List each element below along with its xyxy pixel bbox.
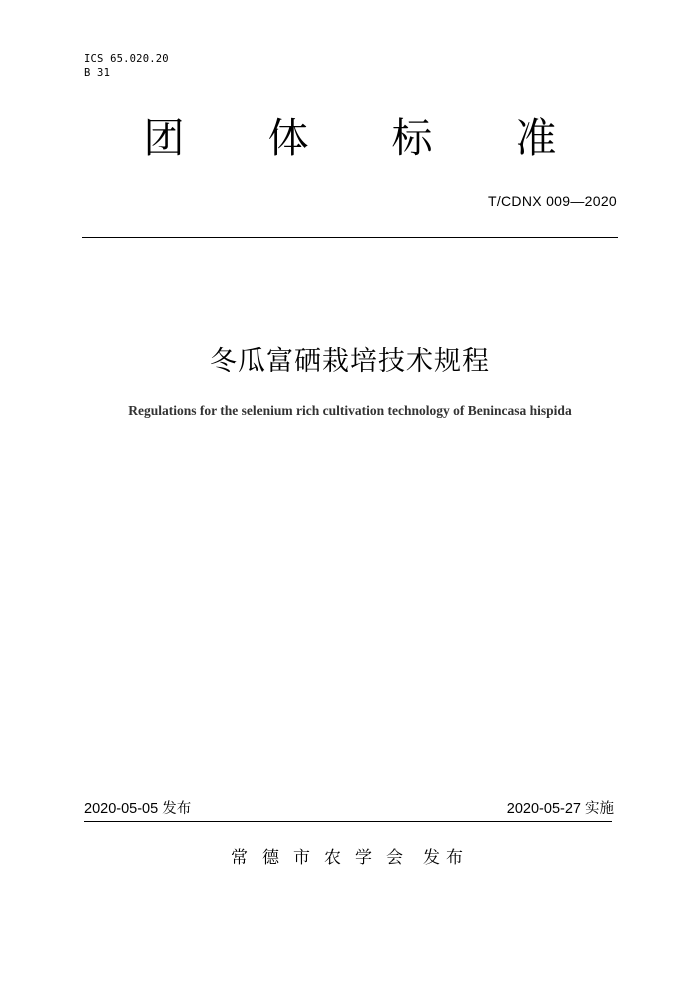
publisher-name: 常德市农学会 [231, 848, 417, 868]
publisher-line [0, 846, 700, 870]
standard-type-char-4: 准 [515, 114, 557, 162]
standard-number: T/CDNX 009—2020 [487, 193, 617, 209]
publisher-verb: 发布 [423, 848, 469, 868]
ics-code: ICS 65.020.20 [84, 53, 169, 65]
issue-date: 2020-05-05 发布 [84, 801, 192, 817]
standard-type-char-2: 体 [267, 114, 309, 162]
standard-type-char-1: 团 [143, 114, 185, 162]
document-title-chinese: 冬瓜富硒栽培技术规程 [210, 346, 490, 377]
bottom-divider [84, 821, 612, 822]
document-title-english: Regulations for the selenium rich cultivation technology of Benincasa hispida [128, 403, 572, 418]
standard-type-char-3: 标 [391, 114, 433, 162]
top-divider [82, 237, 618, 238]
classification-code: B 31 [84, 67, 111, 79]
implementation-date: 2020-05-27 实施 [506, 801, 614, 817]
